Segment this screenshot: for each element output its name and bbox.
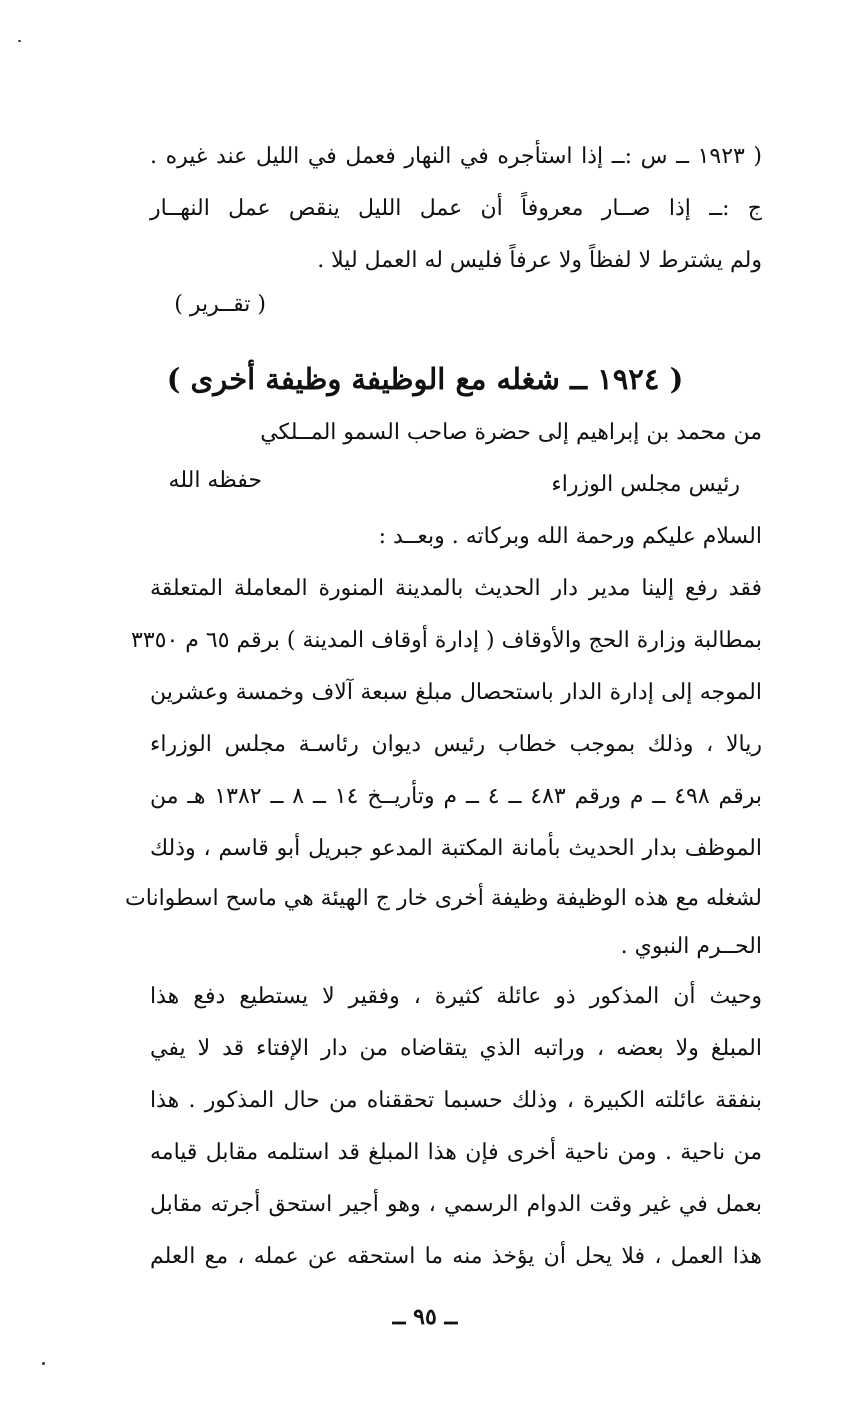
source-label: ( تقــرير ) <box>174 292 266 317</box>
section-heading: ( ١٩٢٤ ــ شغله مع الوظيفة وظيفة أخرى ) <box>166 362 684 396</box>
paragraph-line: وحيث أن المذكور ذو عائلة كثيرة ، وفقير لا يستطيع دفع هذا <box>150 984 762 1009</box>
paragraph-line: الحــرم النبوي . <box>620 934 762 959</box>
answer-line: ولم يشترط لا لفظاً ولا عرفاً فليس له العمل ليلا . <box>317 248 762 273</box>
page-number: ــ ٩٥ ــ <box>392 1304 458 1330</box>
paragraph-line: برقم ٤٩٨ ــ م ورقم ٤٨٣ ــ ٤ ــ م وتأريــخ ١٤ ــ ٨ ــ ١٣٨٢ هـ من <box>150 784 762 809</box>
paragraph-line: المبلغ ولا بعضه ، وراتبه الذي يتقاضاه من دار الإفتاء قد لا يفي <box>150 1036 762 1061</box>
paragraph-line: بعمل في غير وقت الدوام الرسمي ، وهو أجير استحق أجرته مقابل <box>150 1192 762 1217</box>
sender-line: من محمد بن إبراهيم إلى حضرة صاحب السمو المــلكي <box>260 420 762 445</box>
blessing-text: حفظه الله <box>168 468 262 493</box>
recipient-title: رئيس مجلس الوزراء <box>551 472 740 497</box>
paragraph-line: هذا العمل ، فلا يحل أن يؤخذ منه ما استحقه عن عمله ، مع العلم <box>150 1244 762 1269</box>
greeting-line: السلام عليكم ورحمة الله وبركاته . وبعــد : <box>378 524 762 549</box>
paragraph-line: لشغله مع هذه الوظيفة وظيفة أخرى خار ج الهيئة هي ماسح اسطوانات <box>125 886 762 911</box>
paragraph-line: فقد رفع إلينا مدير دار الحديث بالمدينة المنورة المعاملة المتعلقة <box>150 576 762 601</box>
scan-speck <box>18 40 21 42</box>
paragraph-line: من ناحية . ومن ناحية أخرى فإن هذا المبلغ قد استلمه مقابل قيامه <box>150 1140 762 1165</box>
paragraph-line: الموظف بدار الحديث بأمانة المكتبة المدعو جبريل أبو قاسم ، وذلك <box>150 836 762 861</box>
paragraph-line: ريالا ، وذلك بموجب خطاب رئيس ديوان رئاسـة مجلس الوزراء <box>150 732 762 757</box>
paragraph-line: بنفقة عائلته الكبيرة ، وذلك حسبما تحققناه من حال المذكور . هذا <box>150 1088 762 1113</box>
question-line: ( ١٩٢٣ ــ س :ــ إذا استأجره في النهار فعمل في الليل عند غيره . <box>150 144 763 169</box>
scan-speck <box>42 1362 45 1365</box>
paragraph-line: الموجه إلى إدارة الدار باستحصال مبلغ سبعة آلاف وخمسة وعشرين <box>150 680 762 705</box>
answer-line: ج :ــ إذا صــار معروفاً أن عمل الليل ينقص عمل النهــار <box>150 196 762 221</box>
paragraph-line: بمطالبة وزارة الحج والأوقاف ( إدارة أوقاف المدينة ) برقم ٦٥ م ٣٣٥٠ <box>131 628 762 653</box>
